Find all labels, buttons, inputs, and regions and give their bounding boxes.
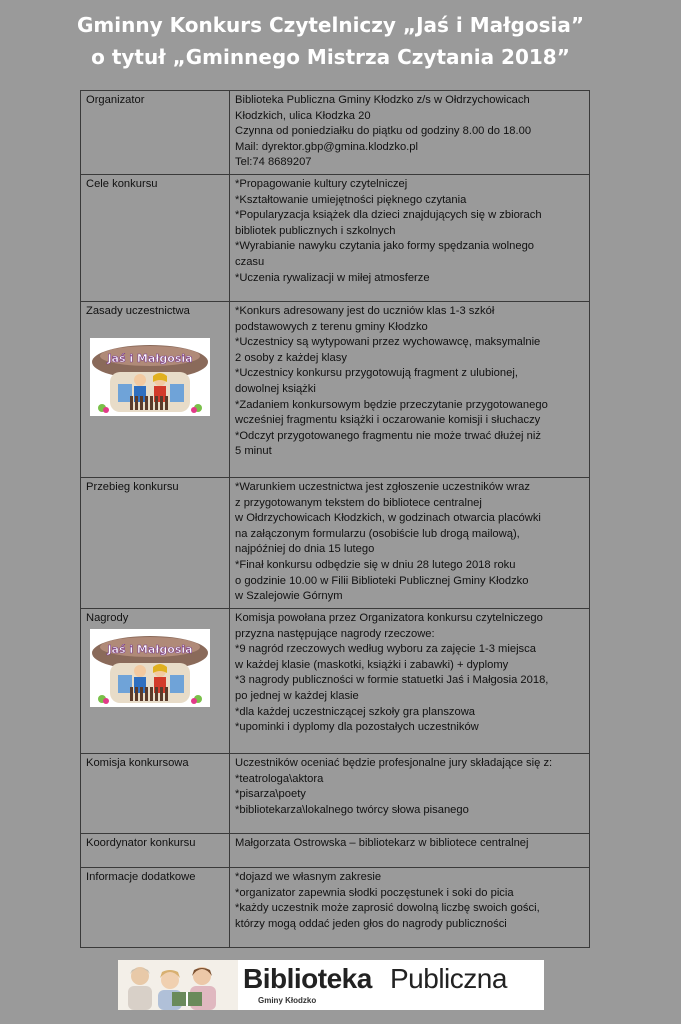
content-line: *Kształtowanie umiejętności pięknego czytania xyxy=(235,193,467,206)
content-line: *Warunkiem uczestnictwa jest zgłoszenie uczestników wraz xyxy=(235,480,530,493)
row-content xyxy=(230,174,590,301)
content-line: podstawowych z terenu gminy Kłodzko xyxy=(235,320,428,333)
table-row xyxy=(81,868,590,948)
logo-word-1: Biblioteka xyxy=(243,963,372,994)
content-line: w Szalejowie Górnym xyxy=(235,590,343,603)
row-content xyxy=(230,609,590,754)
row-label-text: Zasady uczestnictwa xyxy=(86,304,190,317)
content-line: *Finał konkursu odbędzie się w dniu 28 lutego 2018 roku xyxy=(235,558,516,571)
table-row xyxy=(81,609,590,754)
row-content xyxy=(230,868,590,948)
row-label: Organizator xyxy=(81,91,230,175)
logo-text: Jaś i Małgosia xyxy=(107,351,193,365)
logo-subtitle: Gminy Kłodzko xyxy=(258,996,317,1005)
content-line: przyzna następujące nagrody rzeczowe: xyxy=(235,627,435,640)
content-line: *upominki i dyplomy dla pozostałych uczestników xyxy=(235,721,479,734)
content-line: 2 osoby z każdej klasy xyxy=(235,351,347,364)
content-line: o godzinie 10.00 w Filii Biblioteki Publicznej Gminy Kłodzko xyxy=(235,574,529,587)
content-line: Tel:74 8689207 xyxy=(235,156,312,169)
row-content xyxy=(230,477,590,608)
row-content xyxy=(230,834,590,868)
row-label xyxy=(81,609,230,754)
page-subtitle: o tytuł „Gminnego Mistrza Czytania 2018” xyxy=(91,45,570,69)
content-line: *3 nagrody publiczności w formie statuetki Jaś i Małgosia 2018, xyxy=(235,674,549,687)
content-line: *9 nagród rzeczowych według wyboru za zajęcie 1-3 miejsca xyxy=(235,643,536,656)
row-content xyxy=(230,754,590,834)
content-line: *pisarza\poety xyxy=(235,788,306,801)
row-label: Przebieg konkursu xyxy=(81,477,230,608)
content-line: Kłodzkich, ulica Kłodzka 20 xyxy=(235,109,371,122)
row-label: Koordynator konkursu xyxy=(81,834,230,868)
jas-i-malgosia-logo xyxy=(90,338,210,416)
row-content xyxy=(230,301,590,477)
content-line: Biblioteka Publiczna Gminy Kłodzko z/s w Ołdrzychowicach xyxy=(235,94,530,106)
reading-people-image xyxy=(118,960,238,1010)
row-label-text: Nagrody xyxy=(86,612,129,624)
logo-word-2: Publiczna xyxy=(390,963,507,994)
content-line: 5 minut xyxy=(235,445,272,458)
content-line: na załączonym formularzu (osobiście lub drogą mailową), xyxy=(235,527,520,540)
table-row xyxy=(81,301,590,477)
table-row xyxy=(81,834,590,868)
content-line: Komisja powołana przez Organizatora konkursu czytelniczego xyxy=(235,612,543,624)
library-logo xyxy=(118,960,544,1010)
content-line: w każdej klasie (maskotki, książki i zabawki) + dyplomy xyxy=(235,658,509,671)
row-label: Komisja konkursowa xyxy=(81,754,230,834)
content-line: Mail: dyrektor.gbp@gmina.klodzko.pl xyxy=(235,140,418,153)
content-line: bibliotek publicznych i szkolnych xyxy=(235,224,396,237)
row-content xyxy=(230,91,590,175)
content-line: Czynna od poniedziałku do piątku od godziny 8.00 do 18.00 xyxy=(235,125,532,138)
info-table-top xyxy=(80,90,590,609)
content-line: *bibliotekarza\lokalnego twórcy słowa pisanego xyxy=(235,803,469,816)
content-line: *dla każdej uczestniczącej szkoły gra planszowa xyxy=(235,705,476,718)
row-label: Cele konkursu xyxy=(81,174,230,301)
content-line: Małgorzata Ostrowska – bibliotekarz w bibliotece centralnej xyxy=(235,837,529,849)
content-line: najpóźniej do dnia 15 lutego xyxy=(235,543,375,556)
content-line: którzy mogą oddać jeden głos do nagrody publiczności xyxy=(235,917,507,930)
table-row xyxy=(81,754,590,834)
logo-text: Jaś i Małgosia xyxy=(107,642,193,656)
row-label xyxy=(81,301,230,477)
page-title: Gminny Konkurs Czytelniczy „Jaś i Małgosia” xyxy=(77,13,584,37)
content-line: *dojazd we własnym zakresie xyxy=(235,871,382,883)
content-line: po jednej w każdej klasie xyxy=(235,689,359,702)
table-row xyxy=(81,477,590,608)
info-table-bottom xyxy=(80,608,590,948)
content-line: *Uczestnicy są wytypowani przez wychowawcę, maksymalnie xyxy=(235,336,541,349)
content-line: czasu xyxy=(235,255,265,268)
content-line: wcześniej fragmentu książki i oczarowanie komisji i słuchaczy xyxy=(235,414,541,427)
content-line: w Ołdrzychowicach Kłodzkich, w godzinach otwarcia placówki xyxy=(235,512,541,525)
content-line: *Odczyt przygotowanego fragmentu nie może trwać dłużej niż xyxy=(235,429,541,442)
table-row xyxy=(81,174,590,301)
content-line: *każdy uczestnik może zaprosić dowolną liczbę swoich gości, xyxy=(235,902,540,915)
content-line: *Uczestnicy konkursu przygotowują fragment z ulubionej, xyxy=(235,367,518,380)
jas-i-malgosia-logo xyxy=(90,629,210,707)
content-line: *Wyrabianie nawyku czytania jako formy spędzania wolnego xyxy=(235,240,535,253)
content-line: Uczestników oceniać będzie profesjonalne jury składające się z: xyxy=(235,757,553,769)
content-line: z przygotowanym tekstem do bibliotece centralnej xyxy=(235,496,482,509)
content-line: dowolnej książki xyxy=(235,382,316,395)
content-line: *teatrologa\aktora xyxy=(235,772,324,785)
content-line: *Konkurs adresowany jest do uczniów klas 1-3 szkół xyxy=(235,304,495,317)
content-line: *Zadaniem konkursowym będzie przeczytanie przygotowanego xyxy=(235,398,548,411)
content-line: *Uczenia rywalizacji w miłej atmosferze xyxy=(235,271,430,284)
table-row xyxy=(81,91,590,175)
content-line: *Propagowanie kultury czytelniczej xyxy=(235,177,408,190)
content-line: *Popularyzacja książek dla dzieci znajdujących się w zbiorach xyxy=(235,209,542,222)
row-label: Informacje dodatkowe xyxy=(81,868,230,948)
content-line: *organizator zapewnia słodki poczęstunek i soki do picia xyxy=(235,886,514,899)
